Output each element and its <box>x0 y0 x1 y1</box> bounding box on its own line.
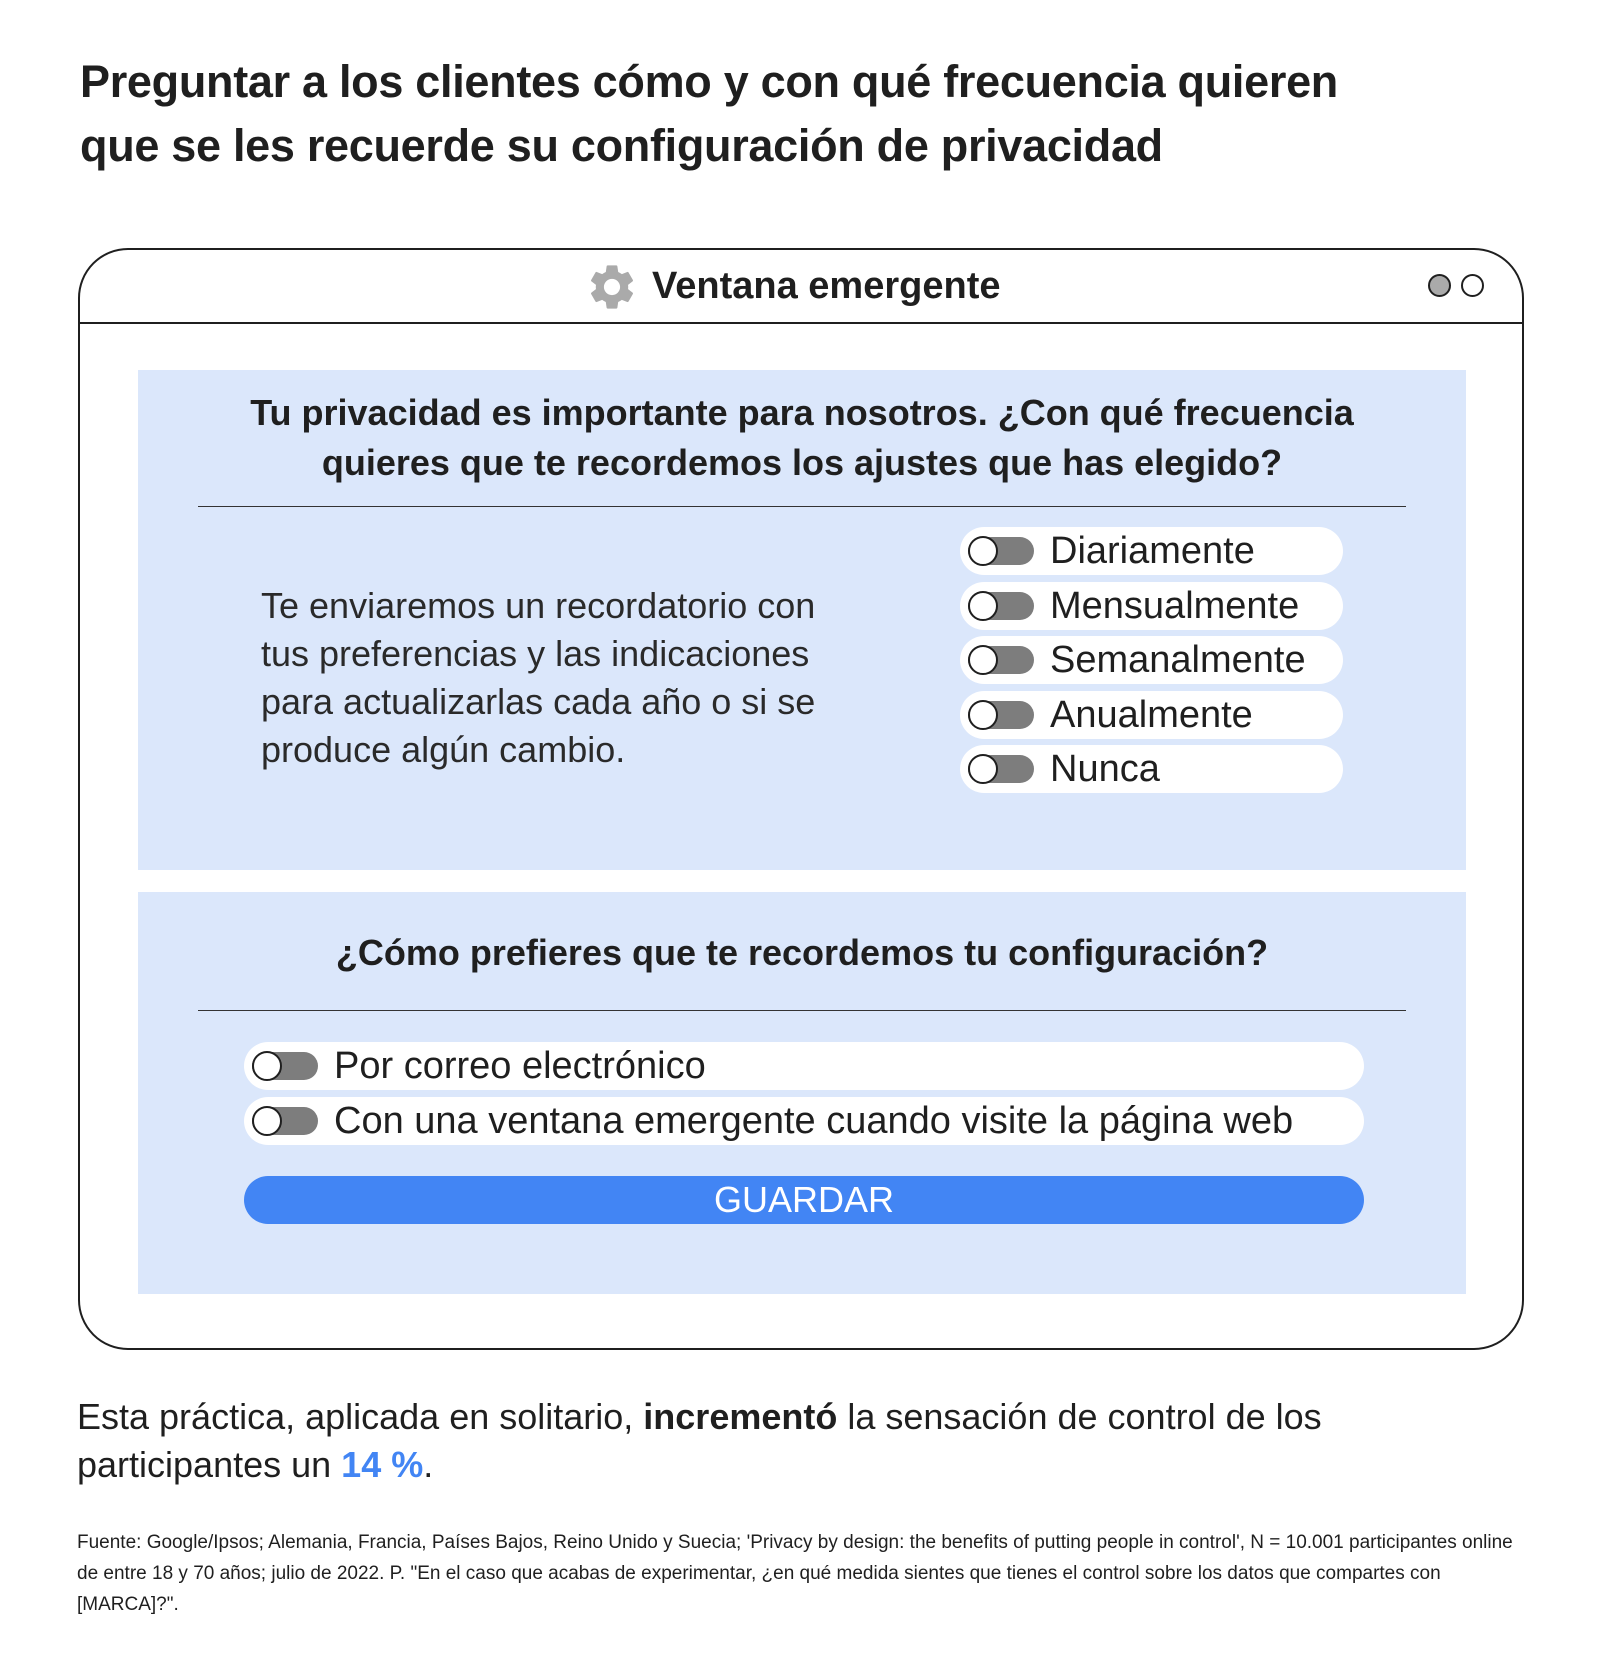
description-line: para actualizarlas cada año o si se <box>261 681 816 722</box>
toggle-switch[interactable] <box>968 701 1034 729</box>
option-label: Por correo electrónico <box>334 1045 706 1087</box>
option-label: Mensualmente <box>1050 585 1300 627</box>
source-note: Fuente: Google/Ipsos; Alemania, Francia, Países Bajos, Reino Unido y Suecia; 'Privacy by design: the benefits of putting people in control', N = 10.001 participantes online de entre 18 y 70 años; julio de 2022. P. "En el caso que acabas de experimentar, ¿en qué medida sientes que tienes el control sobre los datos que compartes con [MARCA]?". <box>77 1532 1513 1615</box>
window-minimize-button[interactable] <box>1428 274 1451 297</box>
toggle-switch[interactable] <box>252 1052 318 1080</box>
frequency-option-monthly[interactable] <box>960 582 1343 630</box>
result-stat: 14 % <box>341 1444 424 1485</box>
option-label: Nunca <box>1050 748 1160 790</box>
description-line: Te enviaremos un recordatorio con <box>261 585 816 626</box>
headline <box>80 50 1520 178</box>
popup-window <box>78 248 1524 1350</box>
save-button[interactable]: GUARDAR <box>244 1176 1364 1224</box>
toggle-switch[interactable] <box>968 592 1034 620</box>
toggle-switch[interactable] <box>252 1107 318 1135</box>
result-emphasis: incrementó <box>643 1396 838 1437</box>
method-option-popup[interactable] <box>244 1097 1364 1145</box>
frequency-question <box>138 388 1466 488</box>
toggle-switch[interactable] <box>968 755 1034 783</box>
description-line: produce algún cambio. <box>261 729 626 770</box>
result-text-middle: la sensación de control de los participantes un <box>77 1396 1322 1485</box>
frequency-question-line-2: quieres que te recordemos los ajustes que has elegido? <box>321 442 1283 483</box>
method-panel <box>138 892 1466 1294</box>
toggle-knob <box>968 754 998 784</box>
option-label: Anualmente <box>1050 694 1253 736</box>
option-label: Diariamente <box>1050 530 1255 572</box>
headline-line-1: Preguntar a los clientes cómo y con qué frecuencia quieren <box>80 56 1338 107</box>
frequency-description <box>261 582 901 774</box>
option-label: Semanalmente <box>1050 639 1306 681</box>
gear-icon <box>585 260 639 314</box>
divider <box>198 506 1406 507</box>
result-statement <box>77 1393 1517 1489</box>
headline-line-2: que se les recuerde su configuración de privacidad <box>80 120 1163 171</box>
description-line: tus preferencias y las indicaciones <box>261 633 810 674</box>
method-option-email[interactable] <box>244 1042 1364 1090</box>
result-text-before: Esta práctica, aplicada en solitario, <box>77 1396 644 1437</box>
frequency-option-never[interactable] <box>960 745 1343 793</box>
window-close-button[interactable] <box>1461 274 1484 297</box>
frequency-option-weekly[interactable] <box>960 636 1343 684</box>
toggle-knob <box>968 700 998 730</box>
toggle-knob <box>252 1051 282 1081</box>
method-question: ¿Cómo prefieres que te recordemos tu configuración? <box>335 932 1269 973</box>
option-label: Con una ventana emergente cuando visite la página web <box>334 1100 1294 1142</box>
toggle-switch[interactable] <box>968 537 1034 565</box>
toggle-knob <box>968 536 998 566</box>
result-text-end: . <box>423 1444 434 1485</box>
frequency-panel <box>138 370 1466 870</box>
frequency-option-daily[interactable] <box>960 527 1343 575</box>
frequency-option-yearly[interactable] <box>960 691 1343 739</box>
frequency-question-line-1: Tu privacidad es importante para nosotros. ¿Con qué frecuencia <box>250 392 1354 433</box>
window-title: Ventana emergente <box>652 265 1001 307</box>
toggle-knob <box>968 591 998 621</box>
toggle-switch[interactable] <box>968 646 1034 674</box>
divider <box>198 1010 1406 1011</box>
window-titlebar <box>80 250 1522 324</box>
toggle-knob <box>968 645 998 675</box>
toggle-knob <box>252 1106 282 1136</box>
